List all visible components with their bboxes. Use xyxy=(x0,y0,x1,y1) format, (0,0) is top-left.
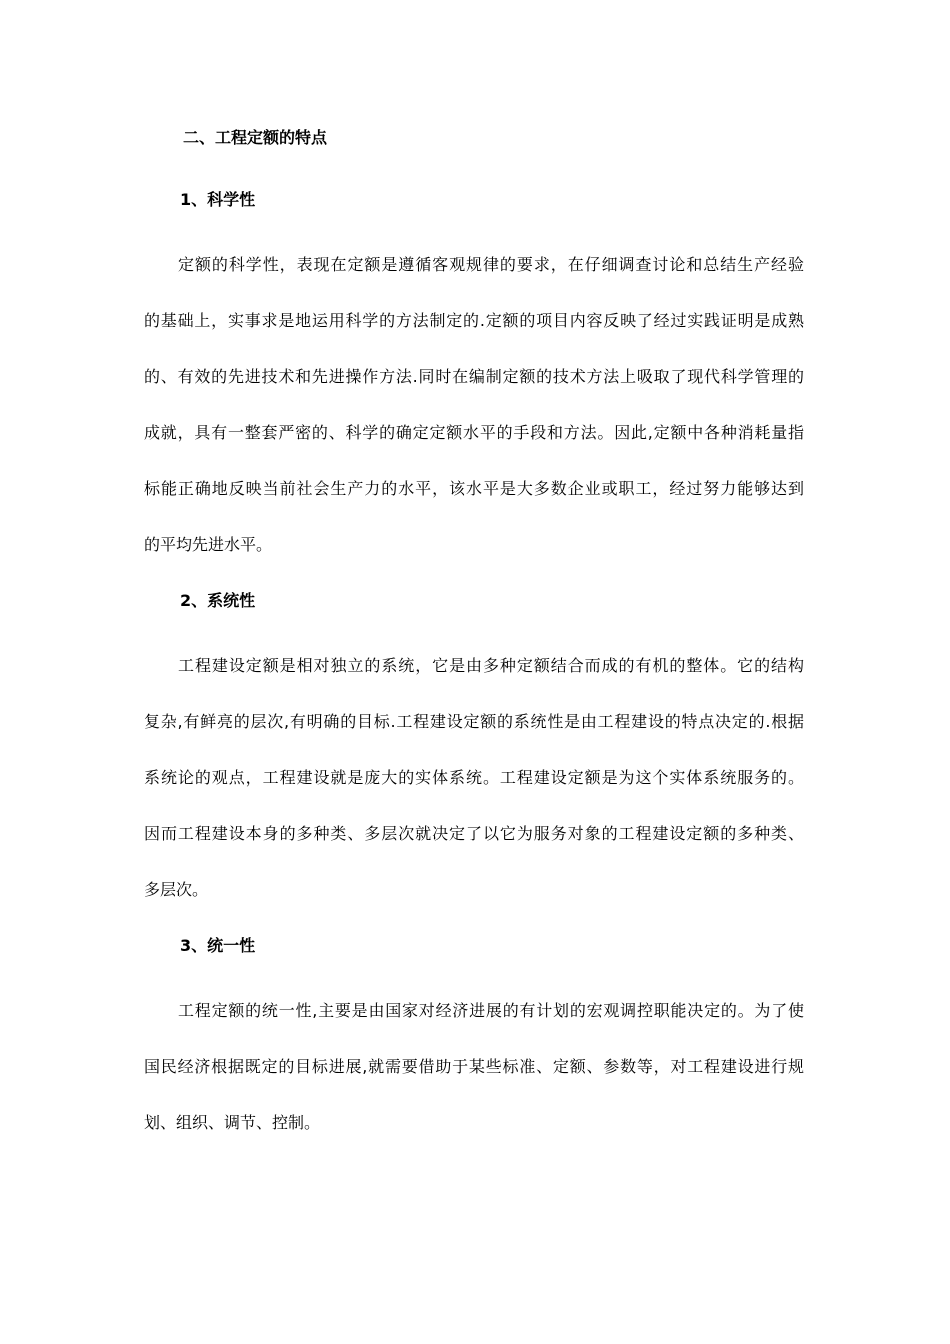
subsection-heading-scientific: 1、科学性 xyxy=(180,190,256,209)
paragraph-line: 工程定额的统一性,主要是由国家对经济进展的有计划的宏观调控职能决定的。为了使 xyxy=(178,1001,804,1020)
paragraph-line: 国民经济根据既定的目标进展,就需要借助于某些标准、定额、参数等，对工程建设进行规 xyxy=(144,1057,804,1076)
paragraph-line: 工程建设定额是相对独立的系统，它是由多种定额结合而成的有机的整体。它的结构 xyxy=(178,656,804,675)
subsection-heading-unified: 3、统一性 xyxy=(180,936,256,955)
paragraph-line: 系统论的观点，工程建设就是庞大的实体系统。工程建设定额是为这个实体系统服务的。 xyxy=(144,768,804,787)
paragraph-scientific xyxy=(144,237,804,573)
paragraph-line: 标能正确地反映当前社会生产力的水平，该水平是大多数企业或职工，经过努力能够达到 xyxy=(144,479,804,498)
paragraph-line: 复杂,有鲜亮的层次,有明确的目标.工程建设定额的系统性是由工程建设的特点决定的.根据 xyxy=(144,712,804,731)
paragraph-systematic xyxy=(144,638,804,918)
paragraph-line: 定额的科学性，表现在定额是遵循客观规律的要求，在仔细调查讨论和总结生产经验 xyxy=(178,255,804,274)
section-title: 二、工程定额的特点 xyxy=(183,128,328,147)
paragraph-line: 因而工程建设本身的多种类、多层次就决定了以它为服务对象的工程建设定额的多种类、 xyxy=(144,824,804,843)
paragraph-line: 的基础上，实事求是地运用科学的方法制定的.定额的项目内容反映了经过实践证明是成熟 xyxy=(144,311,804,330)
paragraph-unified xyxy=(144,983,804,1151)
paragraph-line: 多层次。 xyxy=(144,880,209,899)
paragraph-line: 的、有效的先进技术和先进操作方法.同时在编制定额的技术方法上吸取了现代科学管理的 xyxy=(144,367,804,386)
paragraph-line: 的平均先进水平。 xyxy=(144,535,273,554)
paragraph-line: 划、组织、调节、控制。 xyxy=(144,1113,321,1132)
paragraph-line: 成就，具有一整套严密的、科学的确定定额水平的手段和方法。因此,定额中各种消耗量指 xyxy=(144,423,804,442)
subsection-heading-systematic: 2、系统性 xyxy=(180,591,256,610)
